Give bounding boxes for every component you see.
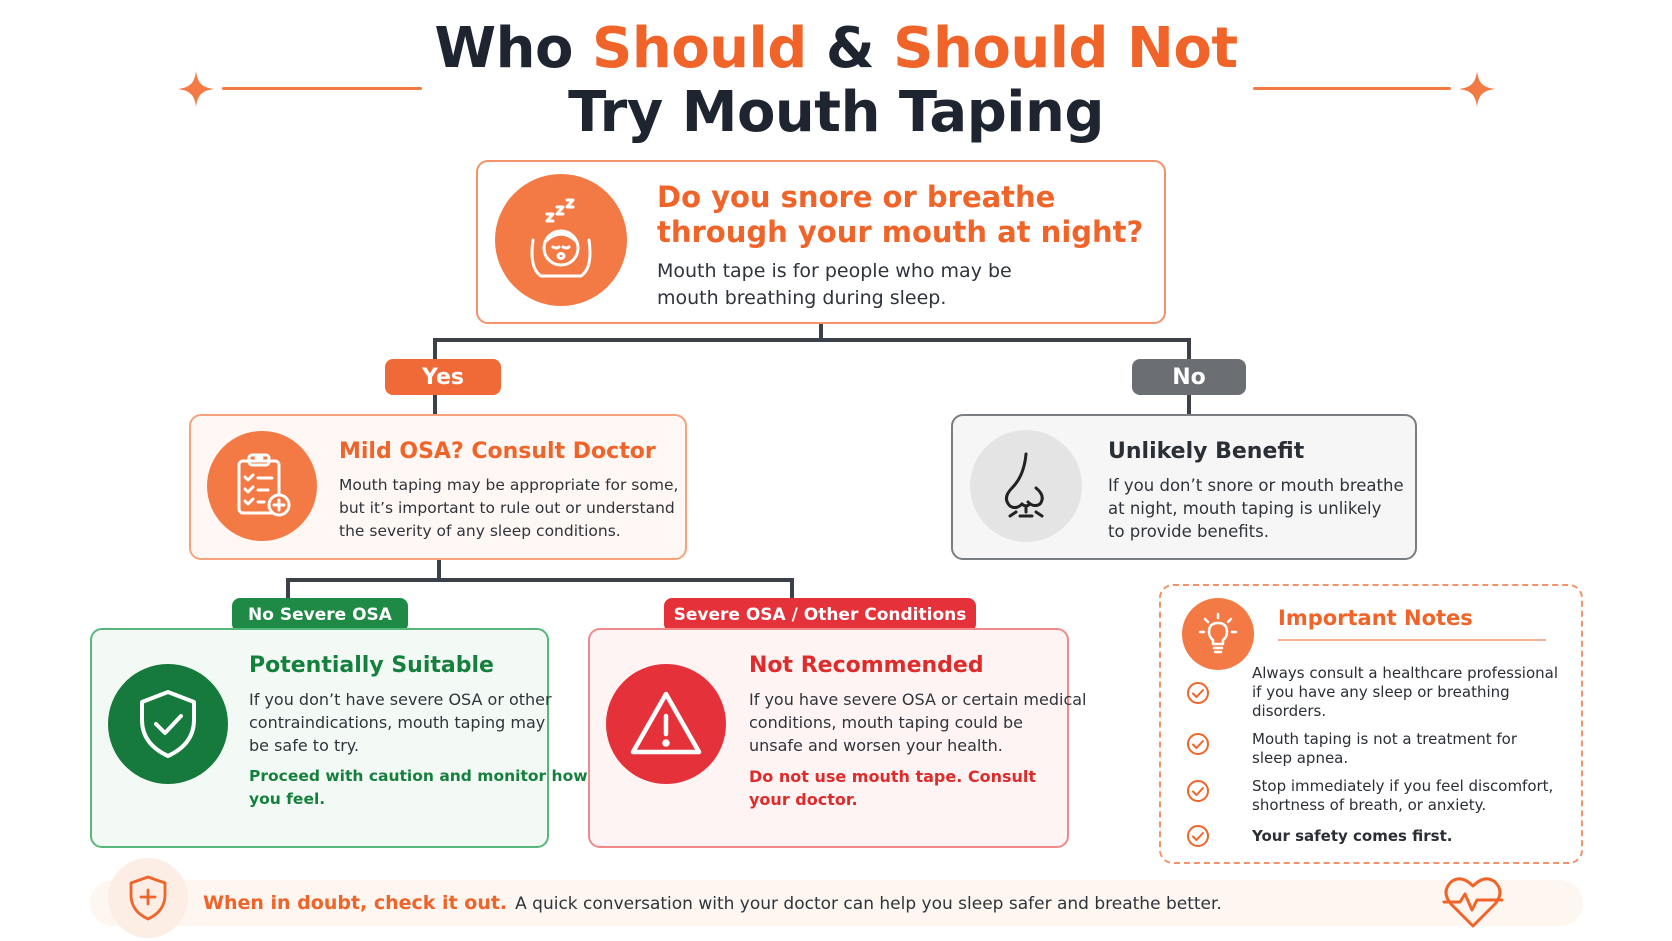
not-recommended-note-line-1: Do not use mouth tape. Consult [749,767,1037,786]
check-circle-icon [1186,732,1210,756]
heart-pulse-icon [1440,874,1506,930]
note-item-1-line-3: disorders. [1252,702,1327,720]
question-body-line-1: Mouth tape is for people who may be [657,260,1012,282]
not-recommended-body-line-3: unsafe and worsen your health. [749,736,1003,755]
note-item-2 [1252,730,1562,768]
footer-body: A quick conversation with your doctor can help you sleep safer and breathe better. [515,894,1222,914]
note-item-3-line-1: Stop immediately if you feel discomfort, [1252,777,1554,795]
sleeping-face-icon [495,174,627,306]
unlikely-heading: Unlikely Benefit [1108,439,1305,464]
suitable-body-line-1: If you don’t have severe OSA or other [249,690,552,709]
lightbulb-icon [1182,598,1254,670]
tree-connector-osa-stem [437,560,441,580]
title-decor-line-left [222,87,422,90]
check-circle-icon [1186,681,1210,705]
yes-branch-tag: Yes [385,359,501,395]
title-part-who: Who [434,16,592,81]
not-recommended-heading: Not Recommended [749,653,984,678]
clipboard-checklist-icon [207,431,317,541]
notes-heading-underline [1278,639,1546,641]
note-item-1 [1252,664,1562,721]
footer-text [203,890,1222,917]
suitable-body-line-2: contraindications, mouth taping may [249,713,546,732]
mild-osa-body-line-1: Mouth taping may be appropriate for some, [339,476,679,494]
tree-connector-severe-down [790,578,794,600]
notes-heading: Important Notes [1278,606,1473,630]
sparkle-icon-left [178,71,214,107]
title-part-and: & [806,16,894,81]
note-item-1-line-2: if you have any sleep or breathing [1252,683,1510,701]
title-accent-should: Should [592,16,807,81]
footer-highlight: When in doubt, check it out. [203,892,508,914]
tree-connector-no-to-card [1187,394,1191,414]
suitable-body-line-3: be safe to try. [249,736,360,755]
sparkle-icon-right [1459,71,1495,107]
tree-connector-main-branch [433,338,1191,342]
no-branch-tag: No [1132,359,1246,395]
shield-cross-icon [108,858,188,938]
check-circle-icon [1186,779,1210,803]
question-heading-line-1: Do you snore or breathe [657,180,1056,214]
not-recommended-note-line-2: your doctor. [749,790,858,809]
note-item-4-line-1: Your safety comes first. [1252,827,1453,845]
shield-check-icon [108,664,228,784]
note-item-1-line-1: Always consult a healthcare professional [1252,664,1559,682]
page-title-line-2: Try Mouth Taping [568,80,1104,145]
not-recommended-body-line-1: If you have severe OSA or certain medical [749,690,1087,709]
suitable-heading: Potentially Suitable [249,653,494,678]
check-circle-icon [1186,824,1210,848]
mild-osa-body-line-3: the severity of any sleep conditions. [339,522,621,540]
suitable-note-line-2: you feel. [249,790,326,808]
title-decor-line-right [1253,87,1451,90]
warning-triangle-icon [606,664,726,784]
page-title-line-1 [0,18,1672,80]
note-item-2-line-1: Mouth taping is not a treatment for [1252,730,1518,748]
note-item-3-line-2: shortness of breath, or anxiety. [1252,796,1487,814]
nose-icon [970,430,1082,542]
mild-osa-body-line-2: but it’s important to rule out or understand [339,499,675,517]
title-accent-should-not: Should Not [893,16,1238,81]
unlikely-body-line-2: at night, mouth taping is unlikely [1108,499,1382,518]
note-item-4 [1252,827,1562,846]
tree-connector-osa-branch [286,578,794,582]
note-item-2-line-2: sleep apnea. [1252,749,1349,767]
mild-osa-heading: Mild OSA? Consult Doctor [339,439,656,464]
question-heading-line-2: through your mouth at night? [657,215,1144,249]
question-body-line-2: mouth breathing during sleep. [657,287,947,309]
tree-connector-yes-to-card [433,394,437,414]
not-recommended-body-line-2: conditions, mouth taping could be [749,713,1023,732]
no-severe-osa-tag: No Severe OSA [232,598,408,632]
note-item-3 [1252,777,1562,815]
unlikely-body-line-3: to provide benefits. [1108,522,1269,541]
suitable-note-line-1: Proceed with caution and monitor how [249,767,588,785]
severe-osa-tag: Severe OSA / Other Conditions [664,598,976,632]
unlikely-body-line-1: If you don’t snore or mouth breathe [1108,476,1404,495]
tree-connector-no-severe-down [286,578,290,600]
